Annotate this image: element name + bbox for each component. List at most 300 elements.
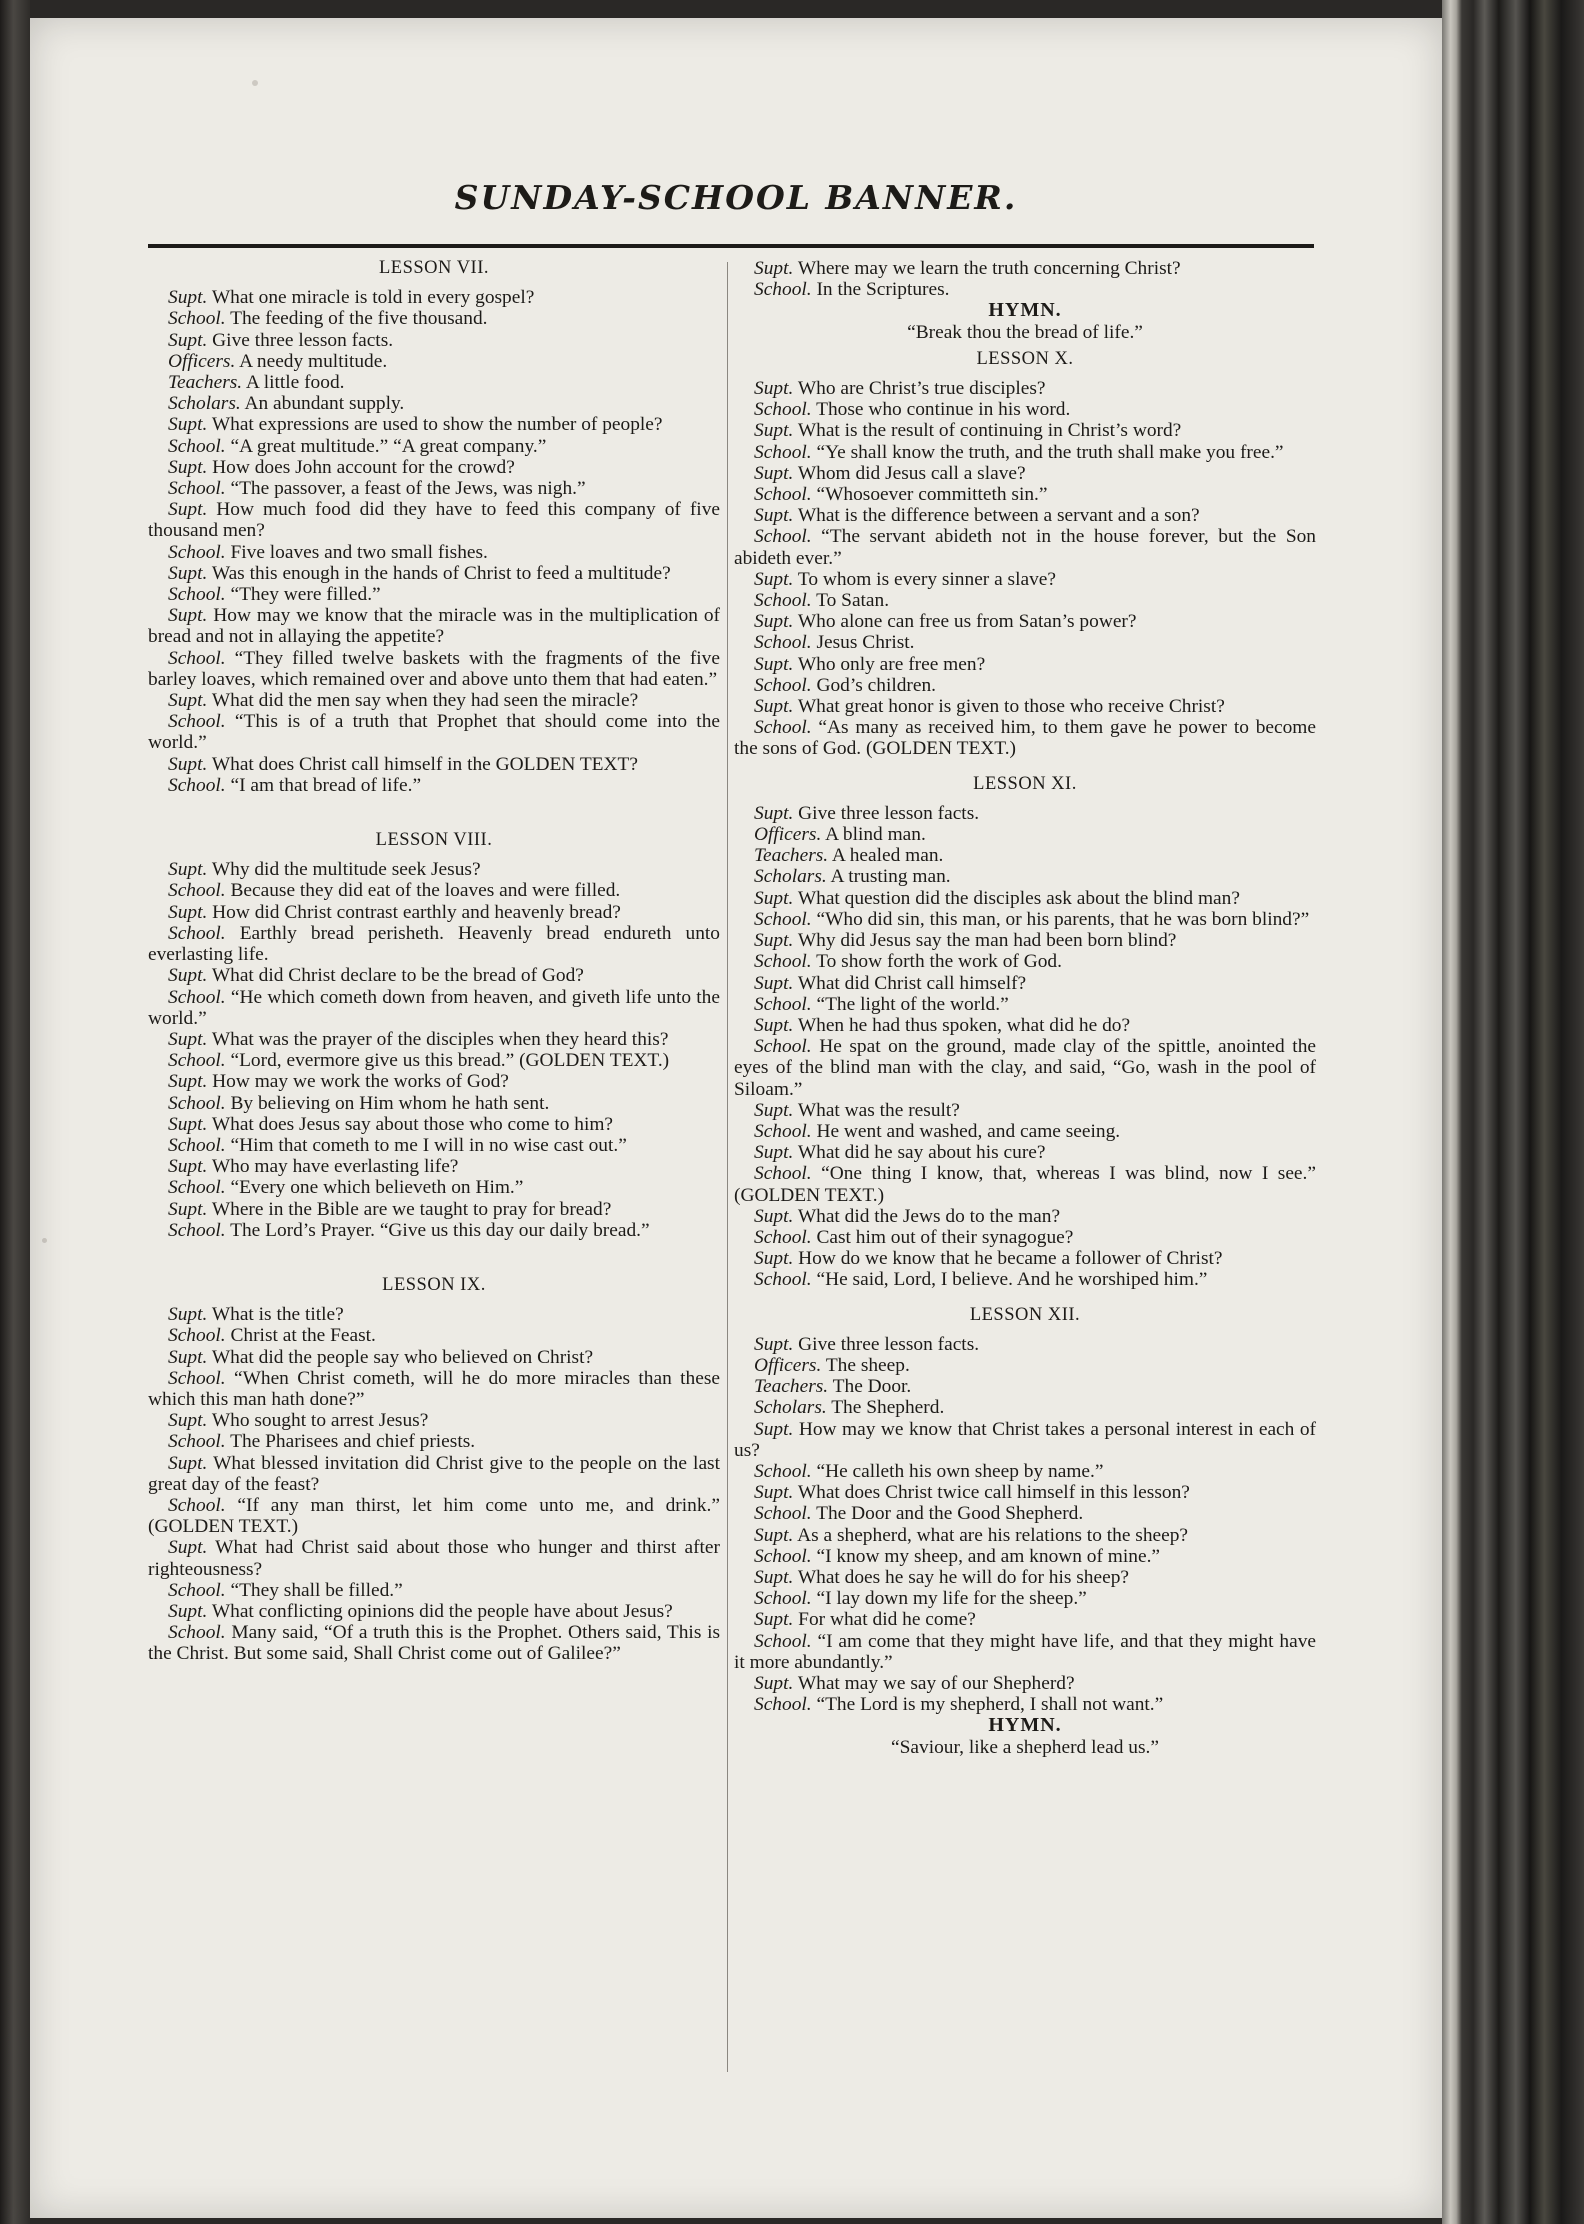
line-text: A healed man.	[828, 845, 944, 867]
speaker-label: School.	[168, 1092, 226, 1114]
masthead-title: SUNDAY-SCHOOL BANNER.	[454, 178, 1018, 217]
speaker-label: Supt.	[168, 753, 208, 775]
catechism-line	[734, 909, 1316, 930]
speaker-label: School.	[754, 1163, 812, 1185]
speaker-label: Supt.	[754, 505, 794, 527]
line-text: Whom did Jesus call a slave?	[793, 462, 1026, 484]
speaker-label: Teachers.	[754, 845, 829, 867]
catechism-line	[734, 824, 1316, 845]
line-text: By believing on Him whom he hath sent.	[225, 1092, 550, 1114]
speaker-label: School.	[754, 717, 812, 739]
catechism-line	[148, 1199, 720, 1220]
speaker-label: Supt.	[754, 462, 794, 484]
line-text: “This is of a truth that Prophet that should come into the world.”	[148, 711, 720, 754]
speaker-label: School.	[168, 922, 226, 944]
speaker-label: Supt.	[168, 562, 208, 584]
speaker-label: School.	[754, 590, 812, 612]
line-text: Give three lesson facts.	[793, 802, 980, 824]
line-text: The Door and the Good Shepherd.	[811, 1503, 1084, 1525]
line-text: What did the Jews do to the man?	[793, 1205, 1061, 1227]
speaker-label: School.	[754, 1630, 812, 1652]
catechism-line	[148, 648, 720, 690]
line-text: How did Christ contrast earthly and heavenly bread?	[207, 901, 621, 923]
catechism-line	[734, 258, 1316, 279]
speaker-label: Teachers.	[754, 1376, 829, 1398]
catechism-line	[148, 987, 720, 1029]
catechism-line	[148, 1368, 720, 1410]
catechism-line	[734, 994, 1316, 1015]
line-text: “I am come that they might have life, and that they might have it more abundantly.”	[734, 1630, 1316, 1673]
catechism-line	[734, 1036, 1316, 1100]
left-column	[148, 258, 720, 1665]
speaker-label: Scholars.	[754, 1397, 827, 1419]
line-text: What had Christ said about those who hunger and thirst after righteousness?	[148, 1537, 720, 1580]
speaker-label: Supt.	[168, 1028, 208, 1050]
catechism-line	[734, 1248, 1316, 1269]
catechism-line	[148, 1029, 720, 1050]
catechism-line	[734, 1694, 1316, 1715]
line-text: “They were filled.”	[225, 584, 381, 606]
catechism-line	[734, 1121, 1316, 1142]
line-text: “As many as received him, to them gave he power to become the sons of God. (GOLDEN TEXT.)	[734, 717, 1316, 760]
speaker-label: School.	[168, 774, 226, 796]
speaker-label: School.	[168, 1134, 226, 1156]
catechism-line	[148, 1601, 720, 1622]
speaker-label: Officers.	[168, 350, 236, 372]
catechism-line	[734, 1206, 1316, 1227]
speaker-label: School.	[754, 1036, 812, 1058]
speaker-label: School.	[754, 1120, 812, 1142]
catechism-line	[734, 951, 1316, 972]
line-text: “The Lord is my shepherd, I shall not want.”	[811, 1694, 1164, 1716]
line-text: Many said, “Of a truth this is the Prophet. Others said, This is the Christ. But some said, Shall Christ come out of Galilee?”	[148, 1622, 720, 1665]
speaker-label: School.	[168, 1219, 226, 1241]
catechism-line	[148, 1093, 720, 1114]
speaker-label: School.	[168, 1579, 226, 1601]
catechism-line	[734, 1588, 1316, 1609]
line-text: Those who continue in his word.	[811, 399, 1071, 421]
line-text: The feeding of the five thousand.	[225, 308, 488, 330]
speaker-label: Officers.	[754, 1354, 822, 1376]
line-text: “The passover, a feast of the Jews, was nigh.”	[225, 478, 586, 500]
line-text: What does Christ twice call himself in this lesson?	[793, 1482, 1190, 1504]
catechism-line	[734, 675, 1316, 696]
line-text: “When Christ cometh, will he do more miracles than these which this man hath done?”	[148, 1367, 720, 1410]
line-text: As a shepherd, what are his relations to the sheep?	[793, 1524, 1189, 1546]
speaker-label: School.	[168, 584, 226, 606]
speaker-label: Supt.	[168, 414, 208, 436]
catechism-line	[148, 1114, 720, 1135]
speaker-label: Supt.	[168, 859, 208, 881]
catechism-line	[148, 584, 720, 605]
catechism-line	[148, 542, 720, 563]
catechism-line	[148, 1071, 720, 1092]
catechism-line	[734, 611, 1316, 632]
catechism-line	[734, 463, 1316, 484]
hymn-name: “Break thou the bread of life.”	[907, 321, 1143, 343]
line-text: He spat on the ground, made clay of the spittle, anointed the eyes of the blind man with the clay, and said, “Go, wash in the pool of Siloam.”	[734, 1036, 1316, 1100]
catechism-line	[734, 696, 1316, 717]
speaker-label: Supt.	[168, 605, 208, 627]
catechism-line	[148, 859, 720, 880]
speaker-label: School.	[168, 1494, 226, 1516]
section-spacer	[148, 1241, 720, 1275]
catechism-line	[148, 1050, 720, 1071]
catechism-line	[148, 1431, 720, 1452]
line-text: “He which cometh down from heaven, and giveth life unto the world.”	[148, 986, 720, 1029]
masthead-rule	[148, 244, 1314, 248]
speaker-label: Supt.	[754, 1099, 794, 1121]
line-text: “They filled twelve baskets with the fragments of the five barley loaves, which remained over and above unto them that had eaten.”	[148, 647, 720, 690]
speaker-label: Scholars.	[754, 866, 827, 888]
speaker-label: School.	[754, 632, 812, 654]
catechism-line	[148, 1347, 720, 1368]
speaker-label: Supt.	[754, 258, 794, 279]
speaker-label: Officers.	[754, 824, 822, 846]
speaker-label: School.	[168, 435, 226, 457]
line-text: Jesus Christ.	[811, 632, 915, 654]
catechism-line	[148, 478, 720, 499]
speaker-label: School.	[168, 478, 226, 500]
speaker-label: Supt.	[754, 1142, 794, 1164]
line-text: “He said, Lord, I believe. And he worshiped him.”	[811, 1269, 1208, 1291]
speaker-label: Supt.	[168, 329, 208, 351]
catechism-line	[148, 1304, 720, 1325]
catechism-line	[148, 775, 720, 796]
catechism-line	[148, 330, 720, 351]
speaker-label: Supt.	[754, 930, 794, 952]
catechism-line	[734, 1525, 1316, 1546]
line-text: Who sought to arrest Jesus?	[207, 1410, 429, 1432]
line-text: How may we work the works of God?	[207, 1071, 509, 1093]
catechism-line	[734, 484, 1316, 505]
catechism-line	[148, 563, 720, 584]
speaker-label: School.	[168, 1325, 226, 1347]
speaker-label: Supt.	[168, 965, 208, 987]
catechism-line	[734, 1376, 1316, 1397]
speaker-label: Supt.	[754, 1673, 794, 1694]
catechism-line	[734, 1334, 1316, 1355]
speaker-label: Supt.	[168, 1071, 208, 1093]
speaker-label: School.	[754, 951, 812, 973]
speaker-label: Supt.	[754, 1205, 794, 1227]
line-text: Who alone can free us from Satan’s power?	[793, 611, 1137, 633]
lesson-heading: LESSON IX.	[382, 1274, 486, 1295]
speaker-label: Supt.	[168, 287, 208, 309]
catechism-line	[148, 1453, 720, 1495]
page-left-edge-shadow	[0, 0, 30, 2224]
catechism-line	[734, 1482, 1316, 1503]
catechism-line	[148, 1135, 720, 1156]
catechism-line	[734, 1567, 1316, 1588]
line-text: What does Jesus say about those who come to him?	[207, 1113, 614, 1135]
line-text: “One thing I know, that, whereas I was blind, now I see.” (GOLDEN TEXT.)	[734, 1163, 1316, 1206]
line-text: “I know my sheep, and am known of mine.”	[811, 1545, 1161, 1567]
line-text: How much food did they have to feed this company of five thousand men?	[148, 499, 720, 542]
catechism-line	[734, 1461, 1316, 1482]
catechism-line	[734, 888, 1316, 909]
line-text: “A great multitude.” “A great company.”	[225, 435, 547, 457]
line-text: When he had thus spoken, what did he do?	[793, 1014, 1131, 1036]
catechism-line	[148, 605, 720, 647]
catechism-line	[148, 457, 720, 478]
line-text: “The light of the world.”	[811, 993, 1009, 1015]
catechism-line	[734, 1142, 1316, 1163]
catechism-line	[148, 1495, 720, 1537]
line-text: The Lord’s Prayer. “Give us this day our daily bread.”	[225, 1219, 650, 1241]
line-text: A little food.	[242, 372, 345, 394]
speaker-label: Supt.	[754, 887, 794, 909]
speaker-label: Supt.	[754, 1333, 794, 1355]
line-text: What was the result?	[793, 1099, 960, 1121]
catechism-line	[734, 1100, 1316, 1121]
catechism-line	[148, 880, 720, 901]
line-text: What expressions are used to show the number of people?	[207, 414, 663, 436]
speaker-label: Supt.	[754, 1014, 794, 1036]
line-text: “I lay down my life for the sheep.”	[811, 1588, 1087, 1610]
speaker-label: Supt.	[168, 1410, 208, 1432]
catechism-line	[734, 279, 1316, 300]
catechism-line	[148, 1177, 720, 1198]
line-text: What is the result of continuing in Christ’s word?	[793, 420, 1182, 442]
line-text: What does he say he will do for his sheep?	[793, 1566, 1129, 1588]
line-text: The Door.	[828, 1376, 912, 1398]
catechism-line	[148, 923, 720, 965]
section-spacer	[734, 1291, 1316, 1305]
speaker-label: Supt.	[168, 1113, 208, 1135]
speaker-label: Supt.	[168, 499, 208, 521]
speaker-label: Supt.	[754, 611, 794, 633]
line-text: Because they did eat of the loaves and were filled.	[225, 880, 621, 902]
speaker-label: School.	[168, 880, 226, 902]
catechism-line	[148, 414, 720, 435]
lesson-heading: LESSON VIII.	[375, 830, 493, 851]
section-spacer	[148, 796, 720, 830]
speaker-label: Supt.	[754, 1609, 794, 1631]
speaker-label: Supt.	[754, 696, 794, 718]
line-text: What was the prayer of the disciples when they heard this?	[207, 1028, 669, 1050]
speaker-label: Supt.	[754, 568, 794, 590]
speaker-label: Supt.	[168, 1198, 208, 1220]
line-text: Christ at the Feast.	[225, 1325, 376, 1347]
speaker-label: School.	[168, 1622, 226, 1644]
speaker-label: Supt.	[754, 1524, 794, 1546]
speaker-label: School.	[754, 1226, 812, 1248]
speaker-label: School.	[754, 1694, 812, 1716]
line-text: Five loaves and two small fishes.	[225, 541, 488, 563]
line-text: What conflicting opinions did the people have about Jesus?	[207, 1600, 673, 1622]
speaker-label: School.	[754, 1269, 812, 1291]
line-text: A blind man.	[821, 824, 926, 846]
line-text: What does Christ call himself in the GOLDEN TEXT?	[207, 753, 638, 775]
speaker-label: Supt.	[168, 690, 208, 712]
line-text: What one miracle is told in every gospel?	[207, 287, 535, 309]
line-text: How may we know that Christ takes a personal interest in each of us?	[734, 1418, 1316, 1461]
catechism-line	[734, 1673, 1316, 1694]
catechism-line	[148, 287, 720, 308]
line-text: The sheep.	[821, 1354, 910, 1376]
catechism-line	[734, 1227, 1316, 1248]
catechism-line	[734, 930, 1316, 951]
catechism-line	[148, 1537, 720, 1579]
speaker-label: School.	[754, 908, 812, 930]
speaker-label: Scholars.	[168, 393, 241, 415]
line-text: What did the men say when they had seen the miracle?	[207, 690, 639, 712]
speaker-label: Supt.	[754, 420, 794, 442]
line-text: Who may have everlasting life?	[207, 1156, 459, 1178]
catechism-line	[148, 1410, 720, 1431]
column-divider	[727, 262, 728, 2072]
line-text: Why did the multitude seek Jesus?	[207, 859, 481, 881]
line-text: He went and washed, and came seeing.	[811, 1120, 1121, 1142]
catechism-line	[148, 965, 720, 986]
catechism-line	[734, 1419, 1316, 1461]
line-text: “Who did sin, this man, or his parents, that he was born blind?”	[811, 908, 1310, 930]
speaker-label: Supt.	[168, 1537, 208, 1559]
line-text: What did he say about his cure?	[793, 1142, 1046, 1164]
speaker-label: Supt.	[754, 1418, 794, 1440]
speaker-label: School.	[754, 1503, 812, 1525]
line-text: The Shepherd.	[826, 1397, 945, 1419]
speaker-label: School.	[168, 986, 226, 1008]
speaker-label: School.	[168, 1431, 226, 1453]
catechism-line	[148, 436, 720, 457]
line-text: What is the title?	[207, 1304, 344, 1326]
catechism-line	[734, 378, 1316, 399]
catechism-line	[148, 393, 720, 414]
line-text: “The servant abideth not in the house forever, but the Son abideth ever.”	[734, 526, 1316, 569]
line-text: In the Scriptures.	[811, 279, 950, 301]
catechism-line	[148, 690, 720, 711]
line-text: Earthly bread perisheth. Heavenly bread endureth unto everlasting life.	[148, 922, 720, 966]
speaker-label: School.	[754, 1545, 812, 1567]
line-text: A needy multitude.	[235, 350, 388, 372]
catechism-line	[148, 372, 720, 393]
catechism-line	[148, 754, 720, 775]
speaker-label: Supt.	[168, 1452, 208, 1474]
lesson-heading: LESSON XI.	[973, 773, 1077, 794]
catechism-line	[734, 1631, 1316, 1673]
speaker-label: School.	[754, 484, 812, 506]
speaker-label: Teachers.	[168, 372, 243, 394]
catechism-line	[734, 845, 1316, 866]
catechism-line	[148, 902, 720, 923]
line-text: A trusting man.	[826, 866, 951, 888]
catechism-line	[734, 973, 1316, 994]
line-text: To whom is every sinner a slave?	[793, 568, 1057, 590]
speaker-label: School.	[754, 279, 812, 301]
catechism-line	[734, 1397, 1316, 1418]
line-text: What blessed invitation did Christ give to the people on the last great day of the feast?	[148, 1452, 720, 1495]
speaker-label: School.	[754, 993, 812, 1015]
speaker-label: School.	[754, 674, 812, 696]
speaker-label: Supt.	[754, 1248, 794, 1270]
lesson-heading: LESSON VII.	[379, 258, 489, 278]
line-text: The Pharisees and chief priests.	[225, 1431, 476, 1453]
document-page	[30, 18, 1442, 2218]
right-column	[734, 258, 1316, 1764]
line-text: What may we say of our Shepherd?	[793, 1673, 1075, 1694]
line-text: “Ye shall know the truth, and the truth shall make you free.”	[811, 441, 1284, 463]
line-text: Give three lesson facts.	[207, 329, 394, 351]
line-text: “They shall be filled.”	[225, 1579, 403, 1601]
catechism-line	[148, 1325, 720, 1346]
speaker-label: School.	[168, 1177, 226, 1199]
book-binding-edge	[1442, 0, 1584, 2224]
line-text: Who are Christ’s true disciples?	[793, 378, 1046, 400]
catechism-line	[734, 1355, 1316, 1376]
line-text: “Whosoever committeth sin.”	[811, 484, 1048, 506]
catechism-line	[148, 1220, 720, 1241]
catechism-line	[148, 351, 720, 372]
hymn-heading: HYMN.	[988, 1714, 1062, 1737]
catechism-line	[734, 717, 1316, 759]
line-text: Was this enough in the hands of Christ to feed a multitude?	[207, 562, 671, 584]
line-text: Give three lesson facts.	[793, 1333, 980, 1355]
line-text: Who only are free men?	[793, 653, 986, 675]
hymn-name: “Saviour, like a shepherd lead us.”	[891, 1736, 1159, 1758]
speaker-label: Supt.	[754, 653, 794, 675]
catechism-line	[148, 711, 720, 753]
catechism-line	[734, 1163, 1316, 1205]
line-text: How does John account for the crowd?	[207, 456, 515, 478]
line-text: How may we know that the miracle was in the multiplication of bread and not in allaying the appetite?	[148, 605, 720, 648]
line-text: What did Christ call himself?	[793, 972, 1027, 994]
speaker-label: School.	[168, 308, 226, 330]
catechism-line	[734, 590, 1316, 611]
line-text: What did Christ declare to be the bread of God?	[207, 965, 584, 987]
catechism-line	[734, 399, 1316, 420]
line-text: Why did Jesus say the man had been born blind?	[793, 930, 1177, 952]
catechism-line	[734, 1609, 1316, 1630]
speaker-label: School.	[754, 1460, 812, 1482]
ink-speck	[42, 1238, 47, 1243]
line-text: “Lord, evermore give us this bread.” (GOLDEN TEXT.)	[225, 1050, 670, 1072]
speaker-label: Supt.	[168, 1304, 208, 1326]
catechism-line	[734, 420, 1316, 441]
catechism-line	[148, 308, 720, 329]
line-text: To show forth the work of God.	[811, 951, 1062, 973]
line-text: To Satan.	[811, 590, 890, 612]
line-text: “Every one which believeth on Him.”	[225, 1177, 524, 1199]
hymn-heading: HYMN.	[988, 299, 1062, 322]
speaker-label: Supt.	[168, 1156, 208, 1178]
catechism-line	[148, 499, 720, 541]
speaker-label: School.	[168, 647, 226, 669]
lesson-heading: LESSON XII.	[969, 1304, 1081, 1325]
line-text: Where in the Bible are we taught to pray for bread?	[207, 1198, 612, 1220]
catechism-line	[734, 803, 1316, 824]
lesson-heading: LESSON X.	[976, 348, 1074, 369]
speaker-label: School.	[754, 526, 812, 548]
line-text: Cast him out of their synagogue?	[811, 1226, 1074, 1248]
line-text: How do we know that he became a follower of Christ?	[793, 1248, 1223, 1270]
speaker-label: Supt.	[168, 456, 208, 478]
catechism-line	[734, 505, 1316, 526]
speaker-label: Supt.	[754, 1566, 794, 1588]
catechism-line	[148, 1622, 720, 1664]
catechism-line	[734, 1269, 1316, 1290]
line-text: “He calleth his own sheep by name.”	[811, 1460, 1104, 1482]
line-text: For what did he come?	[793, 1609, 976, 1631]
speaker-label: School.	[168, 541, 226, 563]
catechism-line	[734, 654, 1316, 675]
line-text: “I am that bread of life.”	[225, 774, 422, 796]
catechism-line	[734, 526, 1316, 568]
speaker-label: Supt.	[168, 1346, 208, 1368]
catechism-line	[734, 442, 1316, 463]
speaker-label: Supt.	[754, 378, 794, 400]
